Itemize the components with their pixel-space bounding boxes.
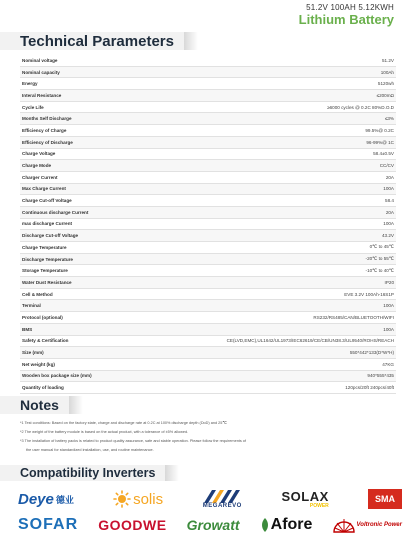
parameter-row [20,184,396,196]
growatt-logo: Growatt [186,517,240,533]
parameter-row [20,160,396,172]
afore-leaf-icon [260,518,270,532]
parameter-value: 20A [385,174,394,180]
parameter-value: 100A [383,221,394,227]
parameter-name: Nominal capacity [22,69,60,75]
parameter-row [20,312,396,324]
parameter-name: Charge Mode [22,163,52,169]
page-header [0,0,416,32]
parameter-value: 58.4 [385,198,394,204]
parameter-name: Net weight (kg) [22,361,55,367]
sma-badge: SMA [368,489,402,509]
parameter-name: Discharge Cut-off Voltage [22,233,79,239]
parameters-table [20,55,396,394]
parameter-name: Storage Temperature [22,268,68,274]
parameter-row [20,78,396,90]
parameter-value: RS232/RS485/CAN/BLUETOOTH/WIFI [313,314,394,320]
parameter-name: Nominal voltage [22,57,58,63]
megarevo-mark-icon [202,490,242,503]
parameter-row [20,371,396,383]
solax-logo: SOLAX POWER [281,488,329,509]
parameter-value: CE(LVD,EMC),UL1642/UL1973/IEC62619/CE/CB/UN38.3/UL9540/ROHS/REACH [226,338,394,344]
parameter-value: 99.5%@ 0.2C [365,127,394,133]
parameter-value: IP20 [384,279,394,285]
logo-row [18,486,402,512]
parameter-name: Discharge Temperature [22,256,73,262]
parameter-value: 100Ah [380,69,394,75]
parameter-name: Energy [22,81,38,87]
parameter-row [20,125,396,137]
technical-parameters-banner [0,32,198,50]
parameter-name: Wooden box package size (mm) [22,373,92,379]
parameter-value: 550*442*133(D*W*H) [349,350,394,356]
parameter-name: Charger Current [22,174,58,180]
parameter-row [20,254,396,266]
notes-list [20,419,400,455]
parameter-value: ≥6000 cycles @ 0.2C 80%D.O.D [327,104,394,110]
parameter-row [20,300,396,312]
logo-row [18,512,402,538]
compatibility-title: Compatibility Inverters [0,465,165,481]
parameter-name: Charge Cut-off Voltage [22,198,72,204]
parameter-name: Continuous discharge Current [22,209,89,215]
parameter-name: Safety & Certification [22,338,69,344]
parameter-row [20,149,396,161]
parameter-row [20,172,396,184]
parameter-row [20,102,396,114]
parameter-row [20,207,396,219]
parameter-name: max discharge Current [22,221,73,227]
parameter-name: Water Dust Resistance [22,279,72,285]
parameter-name: Charge Voltage [22,151,56,157]
parameter-row [20,219,396,231]
parameter-value: 100A [383,303,394,309]
note-line: *2 The weight of the battery module is based on the actual product, with a tolerance of ±5% allowed. [20,430,189,434]
banner-fade [69,396,83,414]
parameter-name: Protocol (optional) [22,314,63,320]
parameter-row [20,359,396,371]
deye-logo: Deye 德业 [18,490,74,508]
sma-logo [368,487,402,511]
parameter-row [20,230,396,242]
inverter-logos [18,486,402,538]
parameter-value: -10℃ to 40℃ [365,267,394,273]
parameter-row [20,137,396,149]
parameter-row [20,324,396,336]
parameter-name: Efficiency of Discharge [22,139,73,145]
voltronic-sun-icon [333,517,355,533]
sofar-logo: SOFAR [18,516,79,533]
note-line: *3 The installation of battery packs is related to product quality assurance, safe and stable operation. Please follow the requirements of [20,439,246,443]
parameter-name: Max Charge Current [22,186,66,192]
parameter-value: 100A [383,326,394,332]
compatibility-banner [0,465,179,481]
parameter-value: 100A [383,186,394,192]
parameter-value: 51.2V [381,57,394,63]
parameter-name: Terminal [22,303,41,309]
parameter-name: Cell & Method [22,291,53,297]
parameter-value: 0℃ to 45℃ [369,244,394,250]
parameter-name: Interal Resistance [22,92,62,98]
notes-banner [0,396,83,414]
parameter-row [20,113,396,125]
parameter-row [20,336,396,348]
parameter-row [20,90,396,102]
goodwe-logo: GOODWE [98,517,167,533]
product-spec: 51.2V 100AH 5.12KWH [306,3,394,12]
banner-fade [184,32,198,50]
parameter-row [20,265,396,277]
parameter-value: 43.2V [381,233,394,239]
parameter-row [20,67,396,79]
voltronic-logo: Voltronic Power [333,513,402,537]
parameter-row [20,347,396,359]
megarevo-logo: MEGAREVO [202,487,242,511]
parameter-name: Charge Temperature [22,244,67,250]
notes-title: Notes [0,396,69,414]
note-line: the user manual for standardized installation, use, and routine maintenance. [26,448,154,452]
parameter-row [20,277,396,289]
note-line: *1 Test conditions: Based on the factory state, charge and discharge rate at 0.2C at 100% discharge depth (DoD) and 25℃ [20,421,227,425]
parameter-value: EVE 3.2V 100Ah-16S1P [344,291,394,297]
parameter-name: BMS [22,326,33,332]
parameter-value: 5120wh [377,81,394,87]
parameter-value: 47KG [382,361,394,367]
parameter-name: Cycle Life [22,104,44,110]
parameter-value: 120pcs/20ft 240pcs/40ft [345,385,394,391]
afore-logo: Afore [260,513,313,537]
parameter-value: -20℃ to 55℃ [365,256,394,262]
parameter-value: ≤200mΩ [376,92,394,98]
parameter-value: 96-99%@ 1C [366,139,394,145]
parameter-name: Size (mm) [22,350,44,356]
parameter-value: 58.4±0.5V [373,151,394,157]
parameter-value: 940*555*435 [367,373,394,379]
solis-logo: solis [113,487,163,511]
banner-fade [165,465,179,481]
parameter-row [20,195,396,207]
parameter-value: ≤3% [384,116,394,122]
parameter-value: 20A [385,209,394,215]
parameter-row [20,289,396,301]
product-title: Lithium Battery [298,12,394,27]
parameter-row [20,382,396,394]
parameter-value: CC/CV [379,163,394,169]
technical-parameters-title: Technical Parameters [0,32,184,50]
parameter-name: Months Self Discharge [22,116,72,122]
parameter-name: Efficiency of Charge [22,127,67,133]
parameter-row [20,242,396,254]
parameter-name: Quantity of loading [22,385,64,391]
solis-sun-icon [113,490,131,508]
parameter-row [20,55,396,67]
